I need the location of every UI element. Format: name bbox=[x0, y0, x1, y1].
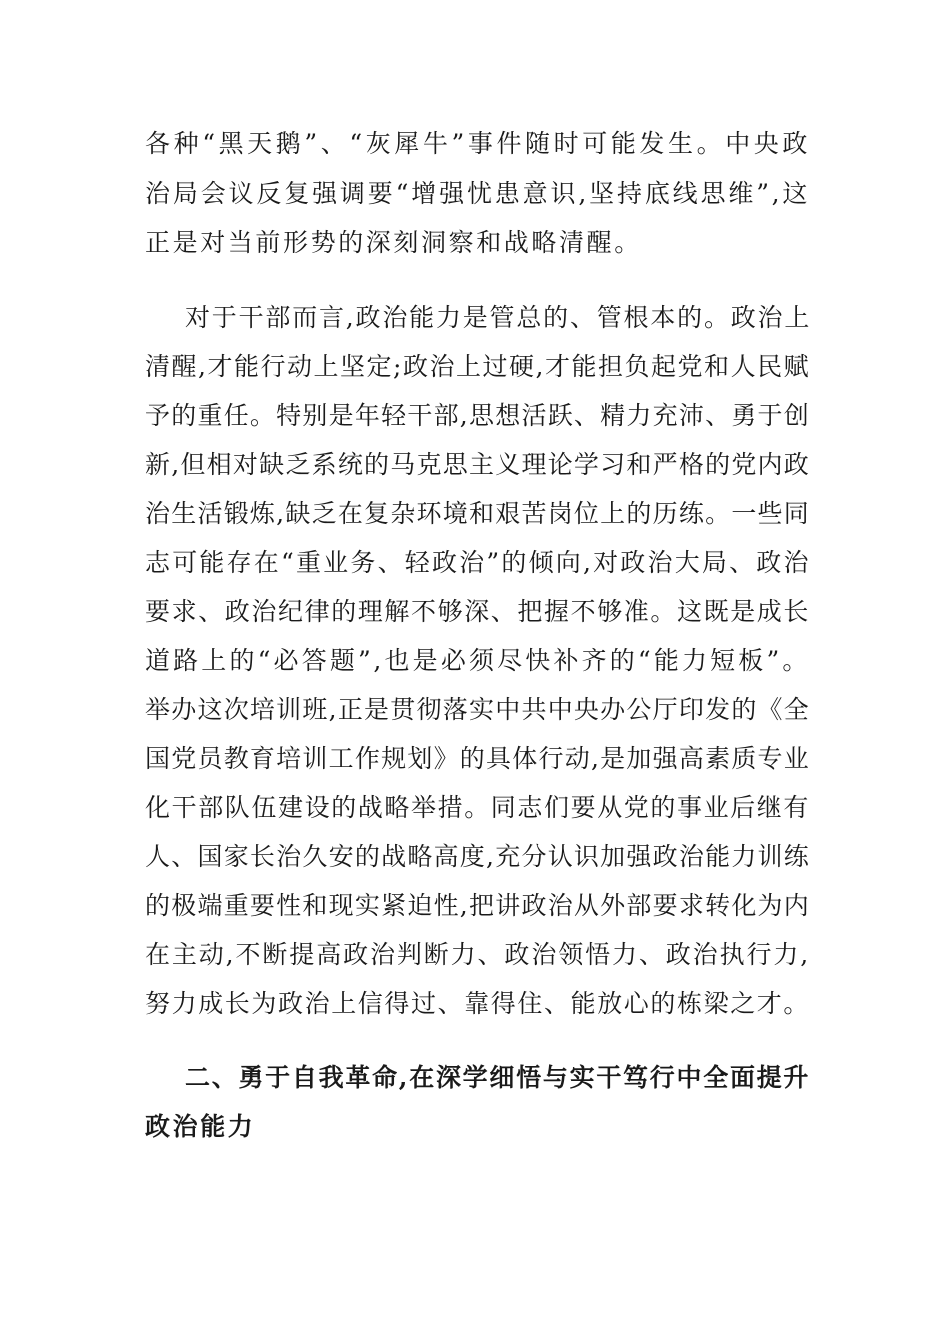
paragraph-2-line-15: 努力成长为政治上信得过、靠得住、能放心的栋梁之才。 bbox=[145, 989, 811, 1018]
paragraph-2-line-7: 要求、政治纪律的理解不够深、把握不够准。这既是成长 bbox=[145, 597, 811, 626]
paragraph-2-line-13: 的极端重要性和现实紧迫性,把讲政治从外部要求转化为内 bbox=[145, 891, 810, 920]
paragraph-2-line-5: 治生活锻炼,缺乏在复杂环境和艰苦岗位上的历练。一些同 bbox=[145, 499, 810, 528]
paragraph-2-line-1: 对于干部而言,政治能力是管总的、管根本的。政治上 bbox=[185, 303, 812, 332]
paragraph-2-line-2: 清醒,才能行动上坚定;政治上过硬,才能担负起党和人民赋 bbox=[145, 352, 810, 381]
paragraph-2-line-6: 志可能存在“重业务、轻政治”的倾向,对政治大局、政治 bbox=[145, 548, 811, 577]
paragraph-1-line-1: 各种“黑天鹅”、“灰犀牛”事件随时可能发生。中央政 bbox=[145, 129, 810, 158]
paragraph-2-line-14: 在主动,不断提高政治判断力、政治领悟力、政治执行力, bbox=[145, 940, 810, 969]
paragraph-2-line-10: 国党员教育培训工作规划》的具体行动,是加强高素质专业 bbox=[145, 744, 810, 773]
paragraph-2-line-9: 举办这次培训班,正是贯彻落实中共中央办公厅印发的《全 bbox=[145, 695, 810, 724]
section-heading-line-1: 二、勇于自我革命,在深学细悟与实干笃行中全面提升 bbox=[185, 1063, 810, 1092]
paragraph-2-line-11: 化干部队伍建设的战略举措。同志们要从党的事业后继有 bbox=[145, 793, 811, 822]
paragraph-1-line-3: 正是对当前形势的深刻洞察和战略清醒。 bbox=[145, 228, 642, 257]
section-heading-line-2: 政治能力 bbox=[145, 1112, 256, 1141]
paragraph-2-line-12: 人、国家长治久安的战略高度,充分认识加强政治能力训练 bbox=[145, 842, 810, 871]
paragraph-1-line-2: 治局会议反复强调要“增强忧患意识,坚持底线思维”,这 bbox=[145, 179, 810, 208]
paragraph-2-line-4: 新,但相对缺乏系统的马克思主义理论学习和严格的党内政 bbox=[145, 450, 810, 479]
paragraph-2-line-8: 道路上的“必答题”,也是必须尽快补齐的“能力短板”。 bbox=[145, 646, 810, 675]
paragraph-2-line-3: 予的重任。特别是年轻干部,思想活跃、精力充沛、勇于创 bbox=[145, 401, 810, 430]
